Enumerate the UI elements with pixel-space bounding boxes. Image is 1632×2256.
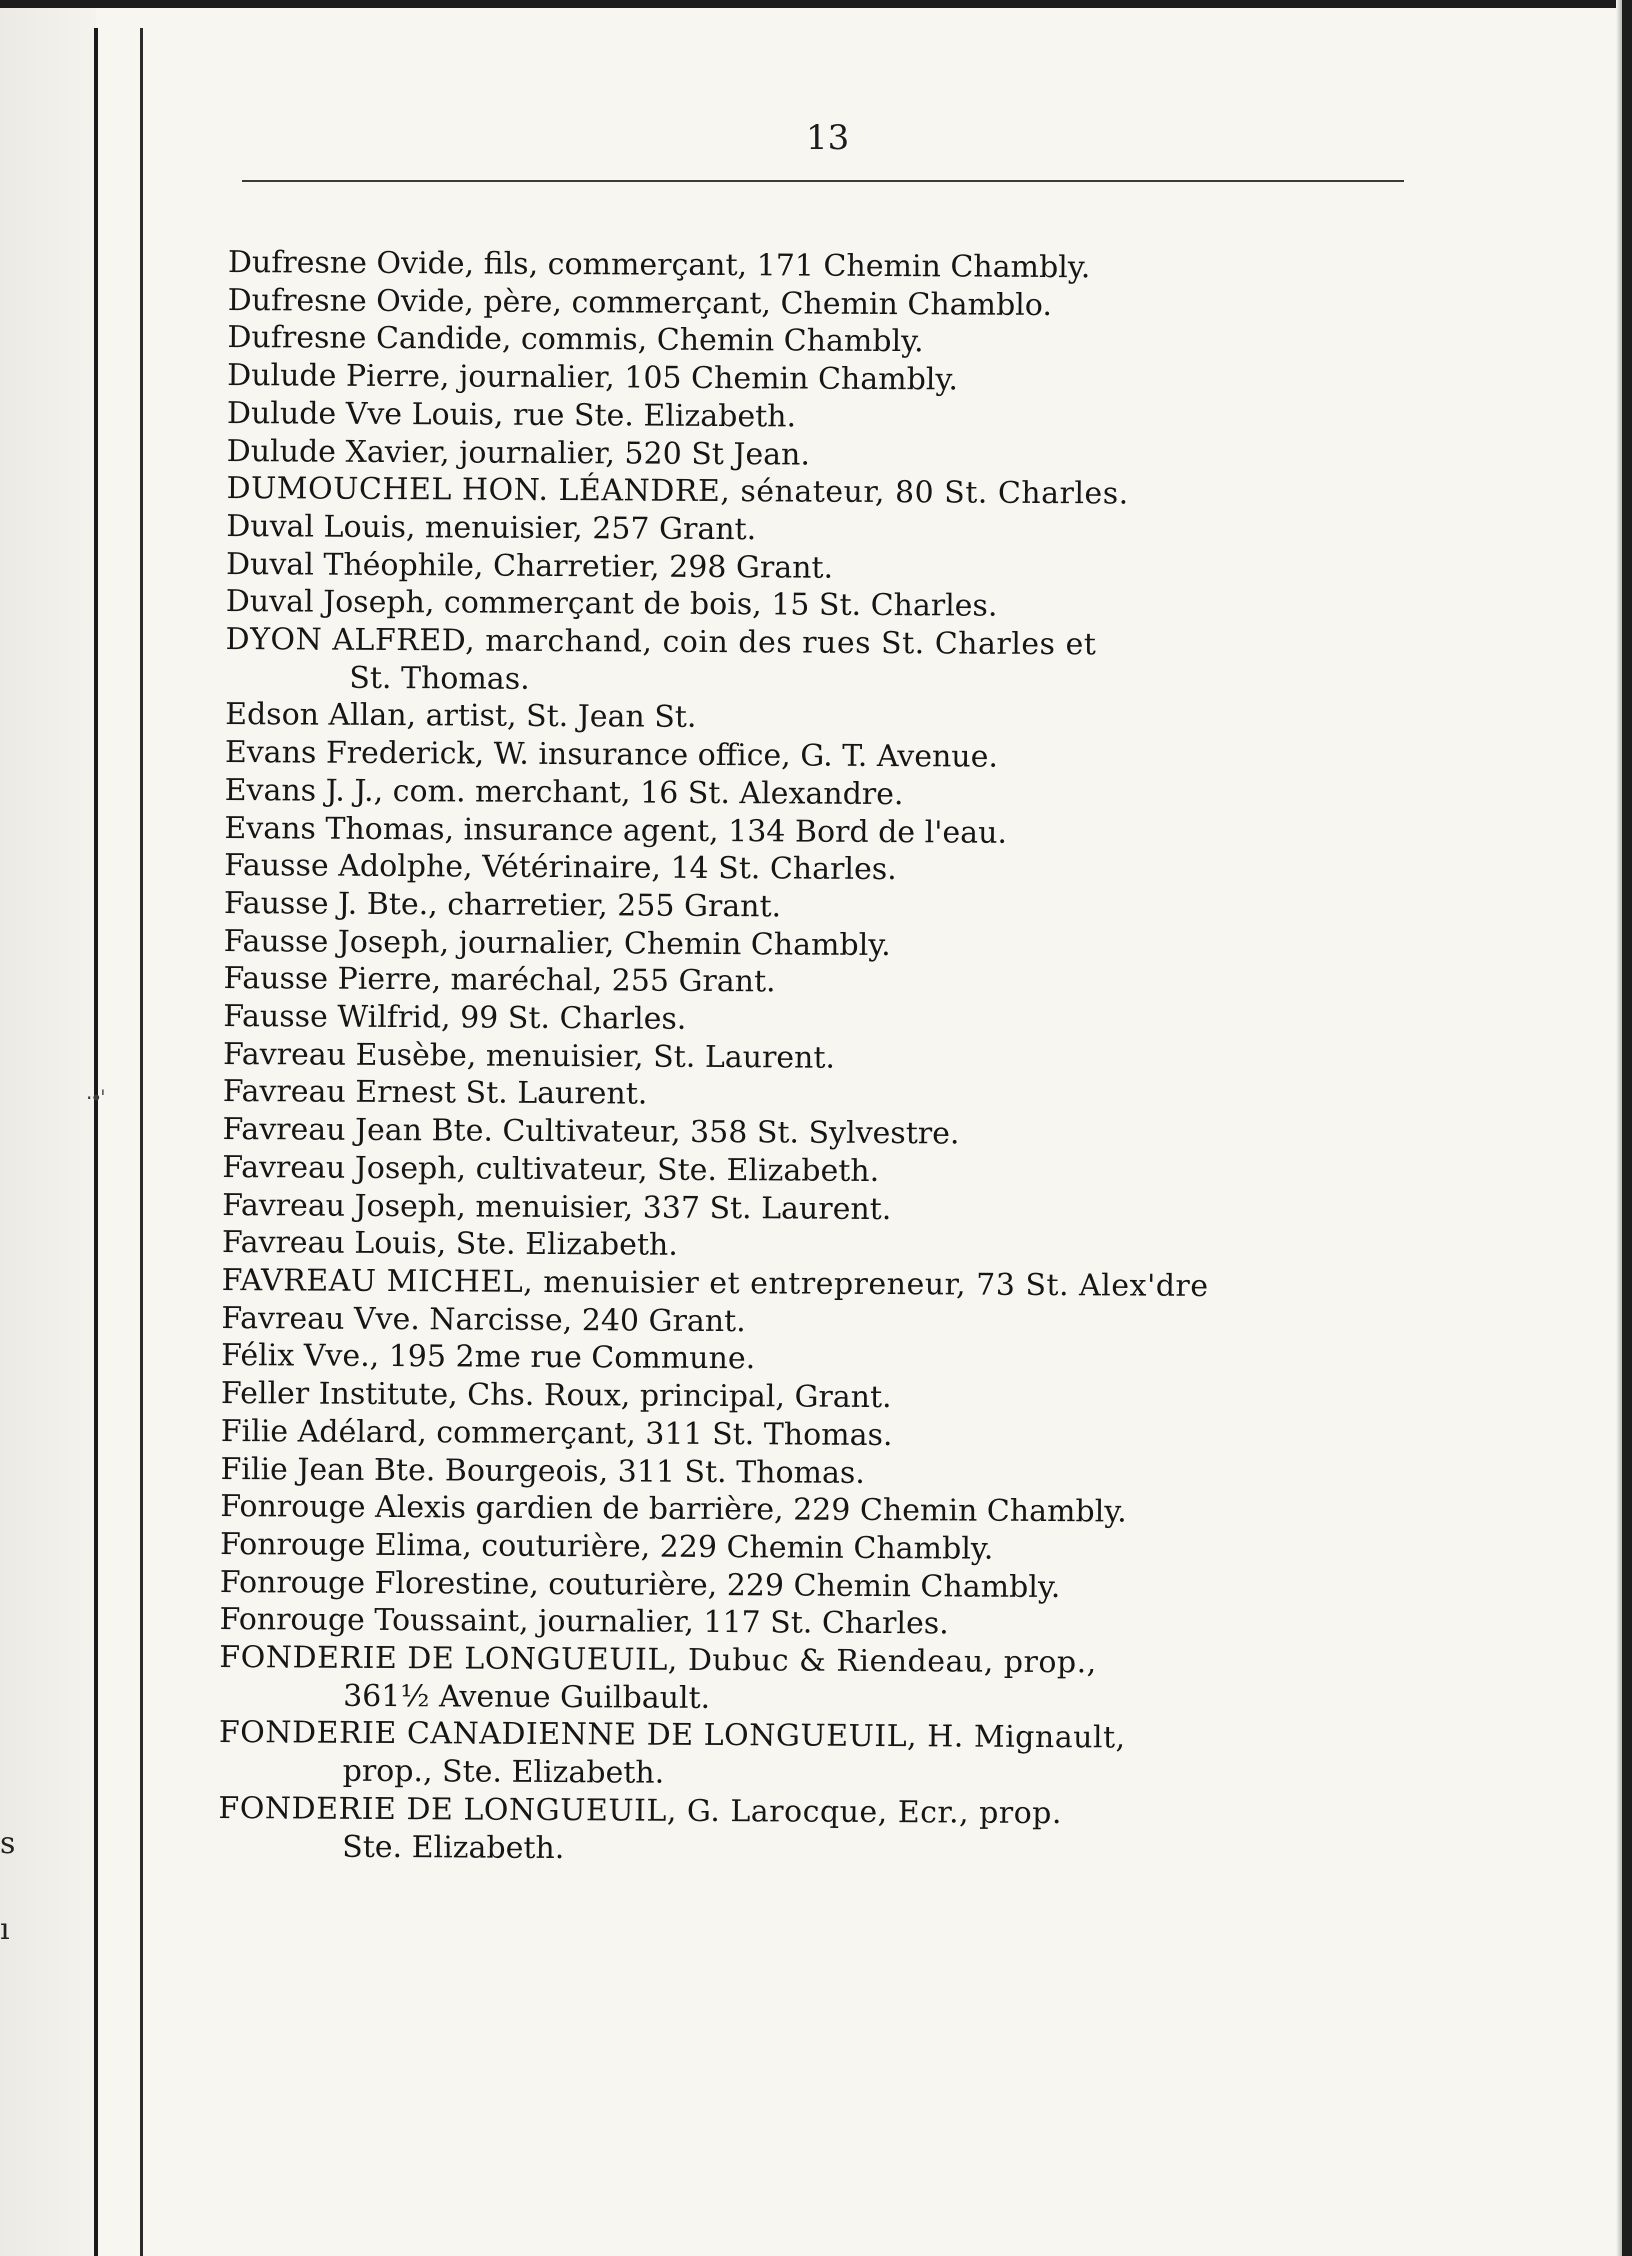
directory-entry: Edson Allan, artist, St. Jean St. <box>225 697 697 736</box>
directory-entry: Dufresne Ovide, père, commerçant, Chemin Chamblo. <box>227 282 1053 323</box>
directory-entry-continuation: Ste. Elizabeth. <box>342 1829 565 1866</box>
scan-top-border <box>0 0 1632 8</box>
directory-entry: Fonrouge Toussaint, journalier, 117 St. Charles. <box>219 1602 949 1642</box>
directory-entry: DUMOUCHEL HON. LÉANDRE, sénateur, 80 St. Charles. <box>226 471 1129 512</box>
margin-rule-line <box>140 28 143 2256</box>
directory-entry: FONDERIE CANADIENNE DE LONGUEUIL, H. Mignault, <box>218 1715 1126 1756</box>
directory-entry: Fonrouge Alexis gardien de barrière, 229 Chemin Chambly. <box>220 1489 1127 1530</box>
directory-entry: Evans Thomas, insurance agent, 134 Bord de l'eau. <box>224 810 1008 851</box>
binding-edge-line <box>94 28 98 2256</box>
directory-entry: Duval Joseph, commerçant de bois, 15 St. Charles. <box>225 584 998 625</box>
directory-entry: Fausse Wilfrid, 99 St. Charles. <box>223 999 687 1037</box>
directory-entry: Félix Vve., 195 2me rue Commune. <box>221 1338 756 1377</box>
scan-right-border <box>1622 0 1632 2256</box>
directory-entry: Dufresne Ovide, fils, commerçant, 171 Chemin Chambly. <box>227 244 1091 286</box>
directory-entry: DYON ALFRED, marchand, coin des rues St. Charles et <box>225 622 1097 663</box>
directory-entries <box>218 244 1448 1873</box>
header-rule <box>242 180 1404 182</box>
directory-entry: FONDERIE DE LONGUEUIL, Dubuc & Riendeau, prop., <box>219 1639 1097 1681</box>
directory-entry-continuation: 361½ Avenue Guilbault. <box>343 1678 711 1716</box>
directory-entry: Favreau Joseph, menuisier, 337 St. Laurent. <box>222 1187 892 1227</box>
directory-entry: Filie Adélard, commerçant, 311 St. Thomas. <box>220 1413 893 1453</box>
directory-entry: FONDERIE DE LONGUEUIL, G. Larocque, Ecr., prop. <box>218 1790 1063 1831</box>
directory-entry: Favreau Ernest St. Laurent. <box>222 1074 648 1113</box>
directory-entry: Dulude Pierre, journalier, 105 Chemin Chambly. <box>227 358 959 398</box>
directory-entry: Favreau Louis, Ste. Elizabeth. <box>221 1225 678 1264</box>
directory-entry: Evans Frederick, W. insurance office, G. T. Avenue. <box>224 735 999 775</box>
directory-entry: Favreau Joseph, cultivateur, Ste. Elizabeth. <box>222 1149 880 1189</box>
margin-mark-2: ı <box>0 1912 10 1947</box>
directory-entry-continuation: prop., Ste. Elizabeth. <box>342 1753 665 1791</box>
directory-entry: Dufresne Candide, commis, Chemin Chambly. <box>227 320 924 360</box>
directory-entry: Favreau Vve. Narcisse, 240 Grant. <box>221 1300 746 1339</box>
directory-entry: Feller Institute, Chs. Roux, principal, Grant. <box>220 1376 892 1416</box>
directory-entry: Favreau Eusèbe, menuisier, St. Laurent. <box>222 1036 836 1076</box>
directory-entry: Filie Jean Bte. Bourgeois, 311 St. Thomas. <box>220 1451 865 1491</box>
directory-entry: Fausse Joseph, journalier, Chemin Chambly. <box>223 923 891 963</box>
directory-entry: Favreau Jean Bte. Cultivateur, 358 St. Sylvestre. <box>222 1112 960 1152</box>
directory-entry: Fonrouge Elima, couturière, 229 Chemin Chambly. <box>219 1526 994 1567</box>
directory-entry: Fausse Pierre, maréchal, 255 Grant. <box>223 961 776 1000</box>
directory-entry: Duval Louis, menuisier, 257 Grant. <box>226 508 757 548</box>
page-number: 13 <box>806 118 850 158</box>
margin-mark-1: s <box>0 1826 16 1861</box>
directory-entry: Evans J. J., com. merchant, 16 St. Alexandre. <box>224 772 904 812</box>
directory-entry: Duval Théophile, Charretier, 298 Grant. <box>225 546 834 586</box>
ink-smudge: ·•ˈ <box>86 1086 104 1110</box>
directory-entry: Fausse J. Bte., charretier, 255 Grant. <box>223 885 782 925</box>
directory-entry: Dulude Vve Louis, rue Ste. Elizabeth. <box>226 395 797 435</box>
directory-entry: Fausse Adolphe, Vétérinaire, 14 St. Charles. <box>224 848 897 888</box>
directory-entry: Dulude Xavier, journalier, 520 St Jean. <box>226 433 811 473</box>
directory-entry: Fonrouge Florestine, couturière, 229 Chemin Chambly. <box>219 1564 1061 1605</box>
directory-entry: FAVREAU MICHEL, menuisier et entrepreneur, 73 St. Alex'dre <box>221 1262 1209 1304</box>
page-gutter <box>0 0 96 2256</box>
directory-entry-continuation: St. Thomas. <box>349 660 530 697</box>
